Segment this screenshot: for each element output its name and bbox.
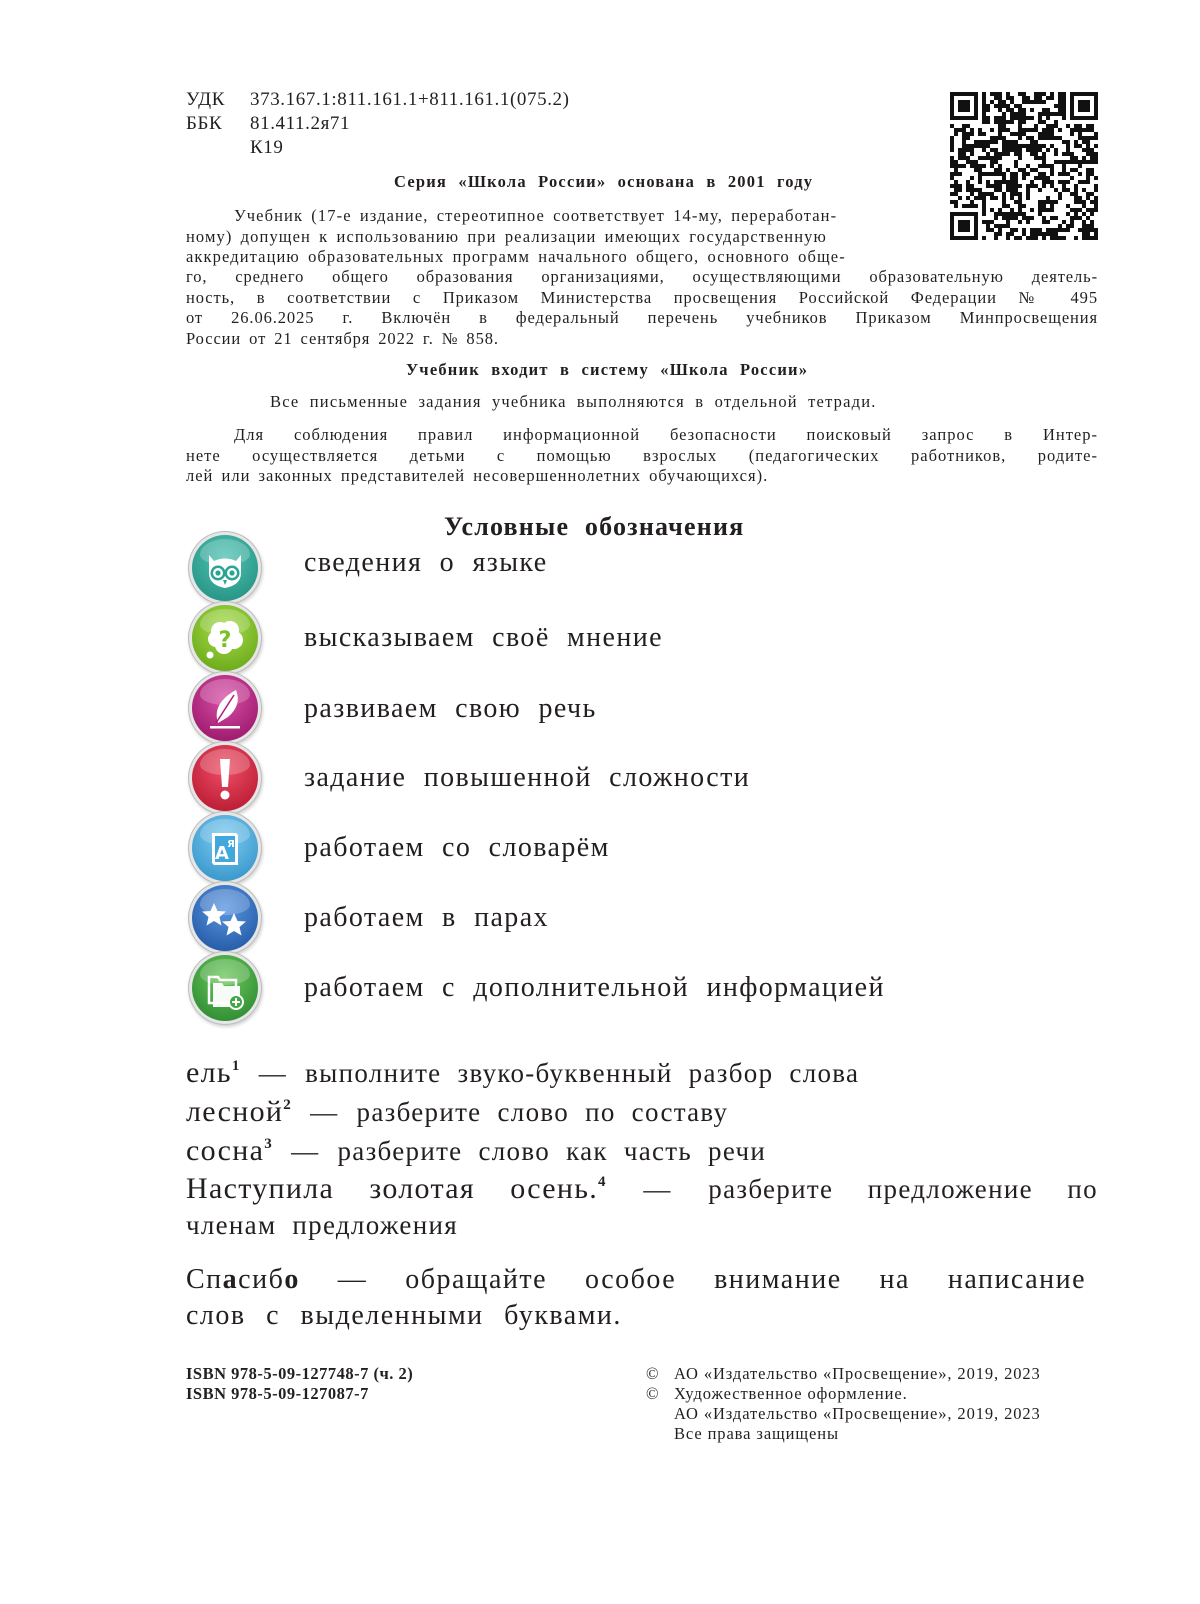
copyright-block xyxy=(646,1364,1041,1444)
parsing-word: сосна xyxy=(186,1134,265,1167)
approval-paragraph-bottom xyxy=(186,267,1098,349)
isbn-line: ISBN 978-5-09-127748-7 (ч. 2) xyxy=(186,1364,414,1383)
approval-line: ность, в соответствии с Приказом Министерства просвещения Российской Федерации № 495 xyxy=(186,287,1098,307)
spelling-text: обращайте особое внимание на написание xyxy=(405,1264,1087,1295)
parsing-dash: — xyxy=(258,1058,288,1088)
spelling-note xyxy=(186,1262,1086,1334)
parsing-mark: 4 xyxy=(598,1174,607,1190)
parsing-text: выполните звуко-буквенный разбор слова xyxy=(305,1058,860,1088)
series-line: Серия «Школа России» основана в 2001 году xyxy=(394,172,814,191)
isbn-line: ISBN 978-5-09-127087-7 xyxy=(186,1384,369,1403)
approval-line: Учебник (17-е издание, стереотипное соответствует 14-му, переработан- xyxy=(234,206,838,225)
stars-icon xyxy=(192,885,258,951)
parsing-text: разберите предложение по xyxy=(708,1174,1098,1204)
workbook-line: Все письменные задания учебника выполняются в отдельной тетради. xyxy=(270,392,877,411)
legend-title: Условные обозначения xyxy=(444,512,745,541)
parsing-text: разберите слово по составу xyxy=(356,1097,729,1127)
legend-label: работаем с дополнительной информацией xyxy=(304,972,885,1003)
legend-item-opinion xyxy=(192,605,1092,675)
parsing-row-part-of-speech xyxy=(186,1134,766,1168)
approval-line: го, среднего общего образования организациями, осуществляющими образовательную деятель- xyxy=(186,267,1098,286)
bbk-label: ББК xyxy=(186,113,223,134)
highlighted-word: Спасибо xyxy=(186,1264,300,1295)
isbn-block xyxy=(186,1364,413,1404)
udk-label: УДК xyxy=(186,89,225,110)
bbk-value: 81.411.2я71 xyxy=(250,113,351,134)
legend-label: высказываем своё мнение xyxy=(304,622,663,653)
legend-item-speech xyxy=(192,675,1092,745)
exclamation-icon xyxy=(192,745,258,811)
legend-label: задание повышенной сложности xyxy=(304,762,751,793)
spelling-dash: — xyxy=(337,1264,368,1295)
legend-label: развиваем свою речь xyxy=(304,693,597,724)
parsing-mark: 2 xyxy=(283,1097,293,1113)
parsing-mark: 1 xyxy=(231,1058,241,1074)
safety-line: лей или законных представителей несовершеннолетних обучающихся). xyxy=(186,466,769,486)
parsing-word: Наступила золотая осень. xyxy=(186,1172,599,1205)
highlighted-letter: о xyxy=(284,1264,300,1295)
copyright-line: Все права защищены xyxy=(674,1424,839,1443)
parsing-word: лесной xyxy=(186,1095,284,1128)
udk-value: 373.167.1:811.161.1+811.161.1(075.2) xyxy=(250,89,570,110)
parsing-word: ель xyxy=(186,1056,232,1089)
copyright-line: Художественное оформление. xyxy=(674,1384,908,1403)
parsing-row-sentence-continuation: членам предложения xyxy=(186,1210,458,1240)
legend-item-pairs xyxy=(192,885,1092,955)
feather-icon xyxy=(192,675,258,741)
legend-item-additional-info xyxy=(192,955,1092,1025)
qr-code-icon xyxy=(950,92,1098,240)
legend-label: сведения о языке xyxy=(304,547,548,578)
svg-text:A: A xyxy=(215,843,229,864)
legend-label: работаем в парах xyxy=(304,902,549,933)
parsing-dash: — xyxy=(643,1174,672,1204)
folder-plus-icon xyxy=(192,955,258,1021)
parsing-mark: 3 xyxy=(264,1136,274,1152)
author-mark: К19 xyxy=(250,137,284,158)
legend-item-dictionary xyxy=(192,815,1092,885)
classification-block xyxy=(186,88,570,160)
owl-icon xyxy=(192,535,258,601)
copyright-line: АО «Издательство «Просвещение», 2019, 2023 xyxy=(674,1364,1041,1383)
parsing-dash: — xyxy=(291,1136,320,1166)
highlighted-letter: а xyxy=(222,1264,239,1295)
legend-item-language-info xyxy=(192,535,1092,605)
copyright-icon: © xyxy=(646,1364,660,1383)
safety-line: Для соблюдения правил информационной безопасности поисковый запрос в Интер- xyxy=(234,425,1098,444)
parsing-row-phonetic xyxy=(186,1056,859,1090)
dictionary-icon xyxy=(192,815,258,881)
thought-question-icon xyxy=(192,605,258,671)
legend-label: работаем со словарём xyxy=(304,832,610,863)
legend-item-advanced xyxy=(192,745,1092,815)
system-line: Учебник входит в систему «Школа России» xyxy=(406,360,809,379)
parsing-row-sentence xyxy=(186,1172,1098,1206)
spelling-text-continuation: слов с выделенными буквами. xyxy=(186,1300,622,1331)
svg-text:Я: Я xyxy=(227,839,235,850)
safety-note xyxy=(186,425,1098,487)
copyright-line: АО «Издательство «Просвещение», 2019, 2023 xyxy=(674,1404,1041,1423)
approval-line: России от 21 сентября 2022 г. № 858. xyxy=(186,328,499,348)
copyright-icon: © xyxy=(646,1384,660,1403)
svg-text:?: ? xyxy=(218,628,232,653)
approval-line: от 26.06.2025 г. Включён в федеральный перечень учебников Приказом Минпросвещения xyxy=(186,308,1098,328)
parsing-row-morphemic xyxy=(186,1095,728,1129)
parsing-dash: — xyxy=(310,1097,339,1127)
parsing-text: разберите слово как часть речи xyxy=(337,1136,767,1166)
approval-paragraph-top xyxy=(186,206,938,268)
safety-line: нете осуществляется детьми с помощью взрослых (педагогических работников, родите- xyxy=(186,445,1098,465)
approval-line: ному) допущен к использованию при реализации имеющих государственную xyxy=(186,226,827,246)
approval-line: аккредитацию образовательных программ начального общего, основного обще- xyxy=(186,247,846,267)
